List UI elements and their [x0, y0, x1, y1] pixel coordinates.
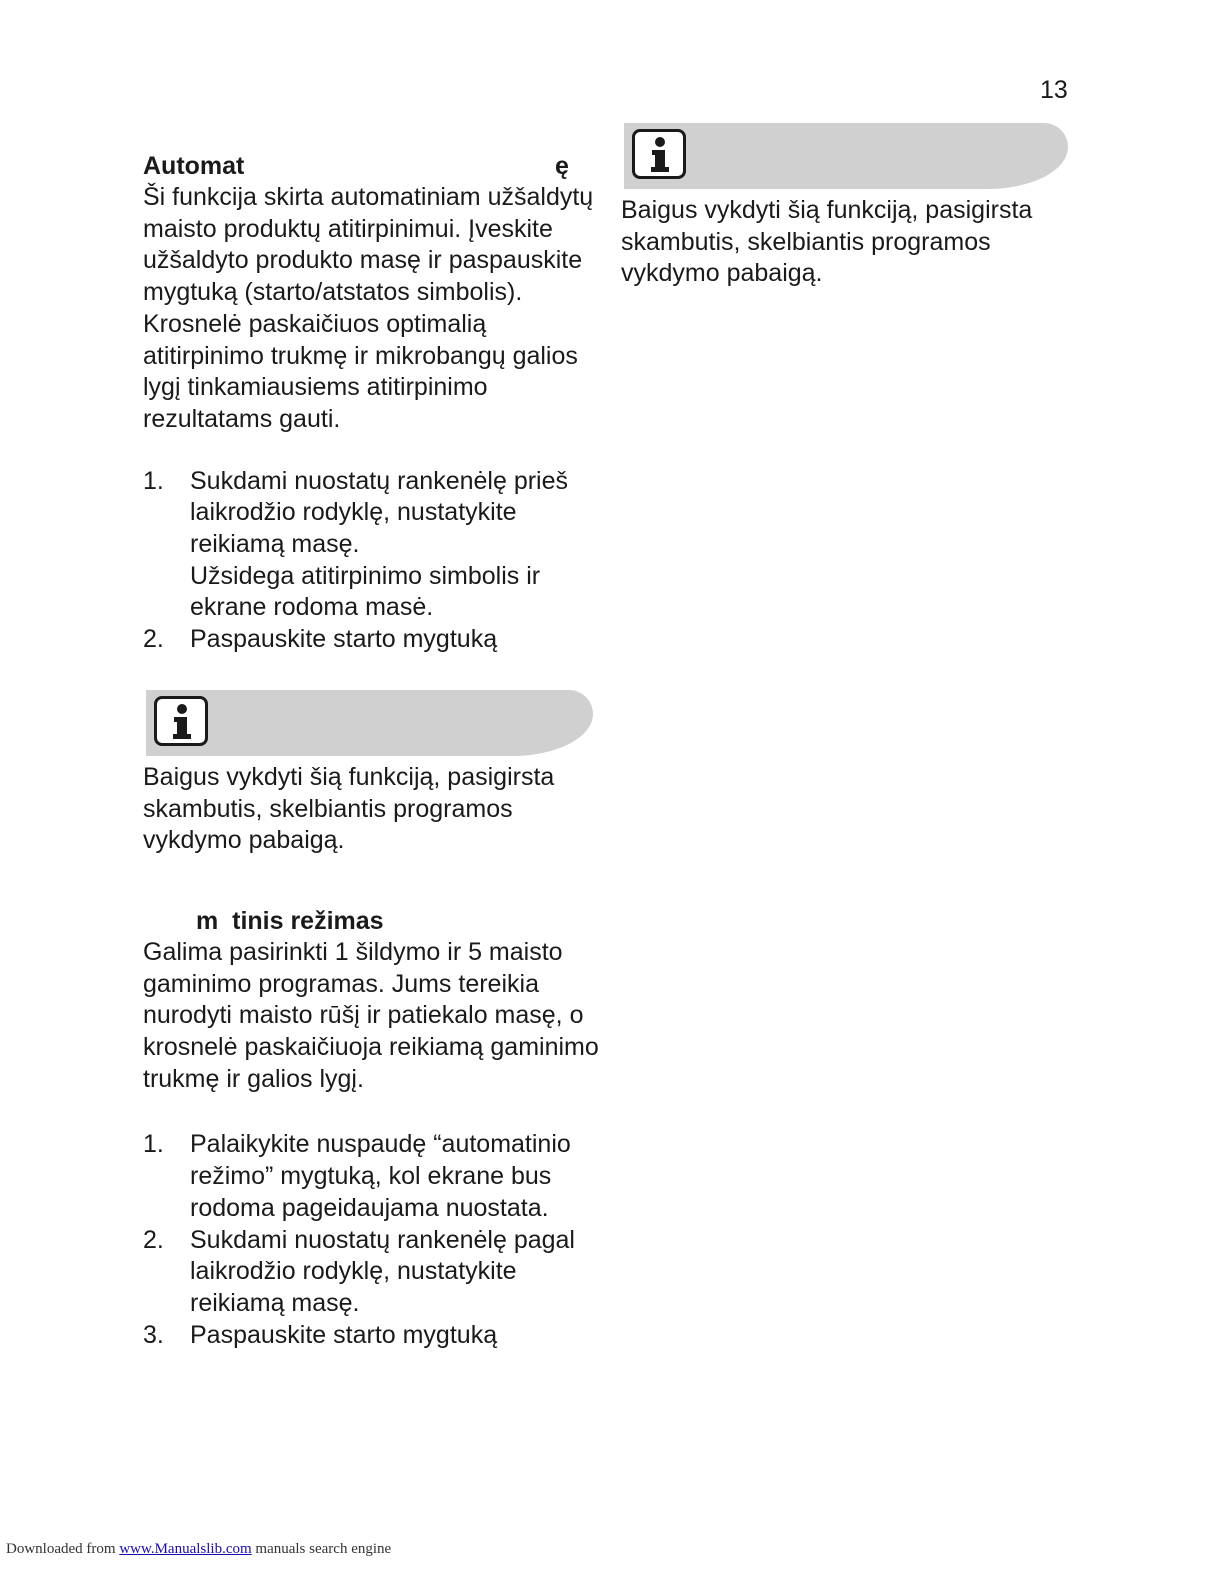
- list-item: [143, 1225, 603, 1320]
- step-number: 1.: [143, 466, 164, 495]
- step-text: Paspauskite starto mygtuką: [190, 1320, 498, 1349]
- step-text: Sukdami nuostatų rankenėlę prieš laikrodžio rodyklę, nustatykite reikiamą masę.: [190, 466, 569, 559]
- info-note-banner: [624, 123, 1068, 189]
- page-number: 13: [1040, 76, 1068, 104]
- manualslib-link[interactable]: www.Manualslib.com: [119, 1541, 252, 1557]
- step-text: Paspauskite starto mygtuką: [190, 625, 498, 654]
- list-item: [143, 624, 603, 656]
- right-column: [621, 123, 1071, 290]
- step-number: 2.: [143, 1225, 164, 1254]
- footer-prefix: Downloaded from: [6, 1541, 120, 1557]
- info-icon: [632, 129, 686, 179]
- section-title-auto-defrost: [143, 150, 603, 182]
- auto-mode-steps: [143, 1129, 603, 1351]
- defrost-steps: [143, 466, 603, 656]
- info-icon: [154, 696, 208, 746]
- list-item: [143, 466, 603, 625]
- footer: [6, 1541, 391, 1558]
- step-text: Palaikykite nuspaudę “automatinio režimo” mygtuką, kol ekrane bus rodoma pageidaujama nuostata.: [190, 1130, 571, 1222]
- list-item: [143, 1320, 603, 1352]
- section-title-text: Automat: [143, 152, 245, 180]
- info-note-banner: [146, 690, 593, 756]
- section-title-tail: ę: [555, 152, 569, 180]
- footer-suffix: manuals search engine: [251, 1541, 392, 1557]
- step-text: Sukdami nuostatų rankenėlę pagal laikrodžio rodyklę, nustatykite reikiamą masę.: [190, 1225, 575, 1317]
- step-subtext: Užsidega atitirpinimo simbolis ir ekrane rodoma masė.: [190, 561, 541, 622]
- section-intro: Ši funkcija skirta automatiniam užšaldytų maisto produktų atitirpinimui. Įveskite užšaldyto produkto masę ir paspauskite mygtuką (starto/atstatos simbolis). Krosnelė paskaičiuos optimalią atitirpinimo trukmę ir mikrobangų galios lygį tinkamiausiems atitirpinimo rezultatams gauti.: [143, 183, 594, 433]
- info-note-text: Baigus vykdyti šią funkciją, pasigirsta skambutis, skelbiantis programos vykdymo pabaigą.: [621, 196, 1033, 288]
- section-intro: Galima pasirinkti 1 šildymo ir 5 maisto gaminimo programas. Jums tereikia nurodyti maisto rūšį ir patiekalo masę, o krosnelė paskaičiuoja reikiamą gaminimo trukmę ir galios lygį.: [143, 937, 599, 1093]
- info-note-text: Baigus vykdyti šią funkciją, pasigirsta skambutis, skelbiantis programos vykdymo pabaigą.: [143, 762, 555, 855]
- step-number: 3.: [143, 1320, 164, 1349]
- section-title-auto-mode: m tinis režimas: [196, 906, 384, 935]
- list-item: [143, 1129, 603, 1224]
- step-number: 1.: [143, 1130, 164, 1159]
- step-number: 2.: [143, 625, 164, 654]
- left-column: [143, 150, 603, 1351]
